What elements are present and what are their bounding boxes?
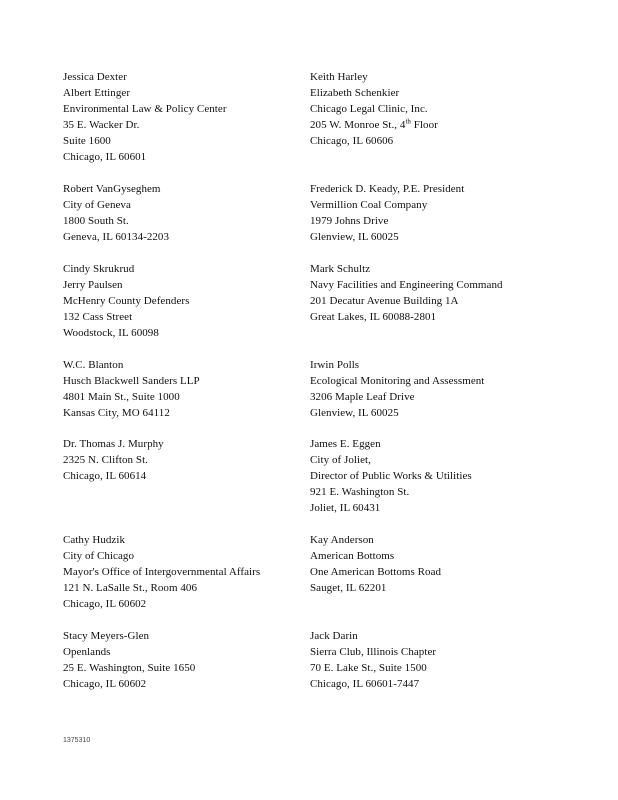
contact-line: Chicago, IL 60606 <box>310 135 394 147</box>
contact-line: Keith Harley <box>310 71 368 83</box>
contact-line: Elizabeth Schenkier <box>310 87 400 99</box>
contact-line: W.C. Blanton <box>63 359 124 371</box>
contact-line: Woodstock, IL 60098 <box>63 327 159 339</box>
contact-block <box>310 532 600 596</box>
contact-line: Jack Darin <box>310 630 358 642</box>
contact-line: Albert Ettinger <box>63 87 131 99</box>
contact-line-address <box>310 117 600 133</box>
contact-line: 35 E. Wacker Dr. <box>63 119 140 131</box>
contact-line: 70 E. Lake St., Suite 1500 <box>310 662 427 674</box>
contact-line: Chicago Legal Clinic, Inc. <box>310 103 428 115</box>
contact-line: Irwin Polls <box>310 359 360 371</box>
contact-line: 132 Cass Street <box>63 311 133 323</box>
contact-line: One American Bottoms Road <box>310 566 442 578</box>
contact-line: 1800 South St. <box>63 215 129 227</box>
contact-block <box>310 357 600 421</box>
contact-line: 25 E. Washington, Suite 1650 <box>63 662 196 674</box>
contact-line: Chicago, IL 60602 <box>63 598 147 610</box>
contact-line: Chicago, IL 60601 <box>63 151 147 163</box>
contact-block <box>310 261 600 325</box>
contact-line: Kansas City, MO 64112 <box>63 407 170 419</box>
contact-line: McHenry County Defenders <box>63 295 190 307</box>
contact-line: Sauget, IL 62201 <box>310 582 387 594</box>
address-main: 205 W. Monroe St., 4 <box>310 119 406 131</box>
contact-line: 2325 N. Clifton St. <box>63 454 148 466</box>
ordinal-suffix: th <box>405 117 411 126</box>
contact-line: Mark Schultz <box>310 263 371 275</box>
contact-line: Robert VanGyseghem <box>63 183 161 195</box>
contact-line: Chicago, IL 60614 <box>63 470 147 482</box>
contact-line: Sierra Club, Illinois Chapter <box>310 646 437 658</box>
contact-block <box>310 69 600 149</box>
contact-line: Mayor's Office of Intergovernmental Affairs <box>63 566 261 578</box>
contact-line: Great Lakes, IL 60088-2801 <box>310 311 437 323</box>
contact-line: Frederick D. Keady, P.E. President <box>310 183 465 195</box>
contact-line: American Bottoms <box>310 550 395 562</box>
document-code: 1375310 <box>63 737 91 744</box>
contact-line: Suite 1600 <box>63 135 111 147</box>
contact-line: Chicago, IL 60602 <box>63 678 147 690</box>
contact-line: James E. Eggen <box>310 438 381 450</box>
contact-line: 4801 Main St., Suite 1000 <box>63 391 180 403</box>
contact-line: Joliet, IL 60431 <box>310 502 381 514</box>
contact-line: 1979 Johns Drive <box>310 215 389 227</box>
contact-line: Openlands <box>63 646 111 658</box>
contact-line: 921 E. Washington St. <box>310 486 410 498</box>
contact-line: Dr. Thomas J. Murphy <box>63 438 164 450</box>
contact-line: Chicago, IL 60601-7447 <box>310 678 420 690</box>
contact-line: City of Chicago <box>63 550 135 562</box>
contact-line: Ecological Monitoring and Assessment <box>310 375 485 387</box>
contact-line: 201 Decatur Avenue Building 1A <box>310 295 459 307</box>
contact-line: Director of Public Works & Utilities <box>310 470 472 482</box>
contact-line: City of Joliet, <box>310 454 371 466</box>
contact-block <box>310 436 600 516</box>
contact-line: 121 N. LaSalle St., Room 406 <box>63 582 198 594</box>
contact-line: Jerry Paulsen <box>63 279 123 291</box>
contact-line: Navy Facilities and Engineering Command <box>310 279 503 291</box>
contact-line: Glenview, IL 60025 <box>310 407 399 419</box>
contact-block <box>310 628 600 692</box>
contact-line: Environmental Law & Policy Center <box>63 103 227 115</box>
contact-line: Cathy Hudzik <box>63 534 126 546</box>
contact-line: Kay Anderson <box>310 534 374 546</box>
contact-line: Glenview, IL 60025 <box>310 231 399 243</box>
contact-line: Cindy Skrukrud <box>63 263 135 275</box>
contact-line: 3206 Maple Leaf Drive <box>310 391 415 403</box>
contact-line: Husch Blackwell Sanders LLP <box>63 375 200 387</box>
contact-line: City of Geneva <box>63 199 131 211</box>
address-tail: Floor <box>410 119 438 131</box>
contact-line: Vermillion Coal Company <box>310 199 428 211</box>
contact-line: Jessica Dexter <box>63 71 127 83</box>
contact-line: Stacy Meyers-Glen <box>63 630 150 642</box>
contact-line: Geneva, IL 60134-2203 <box>63 231 170 243</box>
contact-block <box>310 181 600 245</box>
